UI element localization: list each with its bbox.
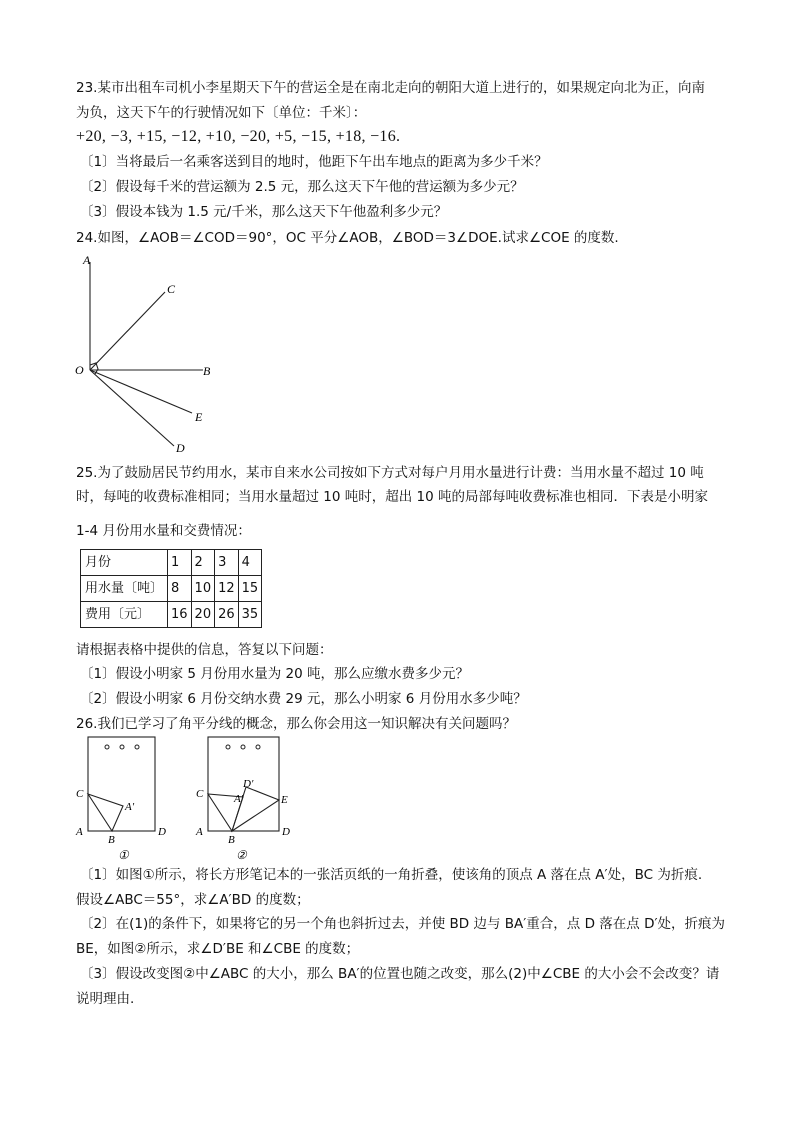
fig1-label-d: D (158, 826, 166, 838)
q23-text-line1: 23.某市出租车司机小李星期天下午的营运全是在南北走向的朝阳大道上进行的，如果规定向北为正，向南 (76, 80, 705, 96)
q25-text-line1: 25.为了鼓励居民节约用水，某市自来水公司按如下方式对每户月用水量进行计费：当用水量不超过 10 吨 (76, 465, 704, 481)
ring-hole-icon (226, 745, 230, 749)
label-o: O (75, 363, 84, 377)
q25-part2: 〔2〕假设小明家 6 月份交纳水费 29 元，那么小明家 6 月份用水多少吨？ (80, 691, 527, 707)
q23-distances: +20, −3, +15, −12, +10, −20, +5, −15, +18, −16. (76, 128, 401, 145)
table-cell: 16 (168, 602, 192, 628)
ray-oc (90, 292, 165, 370)
table-header-usage: 用水量〔吨〕 (81, 576, 168, 602)
label-d: D (176, 441, 185, 455)
table-cell: 1 (168, 550, 192, 576)
table-row (81, 550, 262, 576)
q26-part3-line1: 〔3〕假设改变图②中∠ABC 的大小，那么 BA′的位置也随之改变，那么(2)中∠CBE 的大小会不会改变？请 (80, 966, 720, 982)
table-cell: 35 (238, 602, 262, 628)
label-e: E (195, 410, 203, 424)
q26-part2-line1: 〔2〕在(1)的条件下，如果将它的另一个角也斜折过去，并使 BD 边与 BA′重合，点 D 落在点 D′处，折痕为 (80, 916, 726, 932)
table-cell: 12 (215, 576, 239, 602)
fig2-label-a: A (196, 826, 203, 838)
table-row (81, 602, 262, 628)
label-a: A (83, 253, 91, 267)
fig2-label-b: B (228, 834, 235, 846)
folded-corner-1 (88, 794, 123, 831)
fig1-label-c: C (76, 788, 84, 800)
q23-text-line2: 为负，这天下午的行驶情况如下〔单位：千米〕： (76, 105, 367, 121)
ring-hole-icon (256, 745, 260, 749)
water-usage-table (80, 549, 262, 628)
ray-oe (90, 370, 192, 413)
table-cell: 10 (191, 576, 215, 602)
ring-hole-icon (135, 745, 139, 749)
ring-hole-icon (105, 745, 109, 749)
ring-hole-icon (120, 745, 124, 749)
q25-text-line3: 1-4 月份用水量和交费情况： (76, 523, 251, 539)
fig2-label-d: D (282, 826, 290, 838)
figure-2 (195, 737, 290, 862)
q26-part3-line2: 说明理由. (76, 991, 135, 1007)
q24-angle-figure (70, 250, 230, 460)
fig1-caption: ① (118, 848, 129, 862)
q23-part1: 〔1〕当将最后一名乘客送到目的地时，他距下午出车地点的距离为多少千米？ (80, 154, 548, 170)
fig2-caption: ② (236, 848, 247, 862)
fig2-label-e: E (281, 794, 288, 806)
figure-1 (75, 737, 166, 862)
table-cell: 8 (168, 576, 192, 602)
table-cell: 20 (191, 602, 215, 628)
table-cell: 4 (238, 550, 262, 576)
q26-part2-line2: BE，如图②所示，求∠D′BE 和∠CBE 的度数； (76, 941, 360, 957)
table-cell: 3 (215, 550, 239, 576)
table-header-cost: 费用〔元〕 (81, 602, 168, 628)
q23-part3: 〔3〕假设本钱为 1.5 元/千米，那么这天下午他盈利多少元？ (80, 204, 448, 220)
table-cell: 26 (215, 602, 239, 628)
q25-prompt: 请根据表格中提供的信息，答复以下问题： (76, 642, 333, 658)
fig2-label-a-prime: A′ (234, 793, 244, 805)
q24-text: 24.如图，∠AOB＝∠COD＝90°，OC 平分∠AOB，∠BOD＝3∠DOE.试求∠COE 的度数. (76, 230, 619, 246)
fig1-label-a: A (76, 826, 83, 838)
notebook-page-1 (88, 737, 155, 831)
label-b: B (203, 364, 211, 378)
table-header-month: 月份 (81, 550, 168, 576)
q26-text: 26.我们已学习了角平分线的概念，那么你会用这一知识解决有关问题吗？ (76, 716, 516, 732)
fig1-label-b: B (108, 834, 115, 846)
q26-part1-line2: 假设∠ABC＝55°，求∠A′BD 的度数； (76, 892, 310, 908)
fig2-label-c: C (196, 788, 204, 800)
q26-part1-line1: 〔1〕如图①所示，将长方形笔记本的一张活页纸的一角折叠，使该角的顶点 A 落在点 A′处，BC 为折痕. (80, 867, 703, 883)
table-cell: 2 (191, 550, 215, 576)
table-cell: 15 (238, 576, 262, 602)
ray-od (90, 370, 174, 446)
fig2-label-d-prime: D′ (243, 778, 254, 790)
label-c: C (167, 282, 176, 296)
q23-part2: 〔2〕假设每千米的营运额为 2.5 元，那么这天下午他的营运额为多少元？ (80, 179, 524, 195)
fig1-label-a-prime: A′ (125, 801, 135, 813)
q25-part1: 〔1〕假设小明家 5 月份用水量为 20 吨，那么应缴水费多少元？ (80, 666, 470, 682)
q25-text-line2: 时，每吨的收费标准相同；当用水量超过 10 吨时，超出 10 吨的局部每吨收费标准也相同．下表是小明家 (76, 489, 709, 505)
table-row (81, 576, 262, 602)
q26-fold-figures (70, 735, 310, 865)
ring-hole-icon (241, 745, 245, 749)
